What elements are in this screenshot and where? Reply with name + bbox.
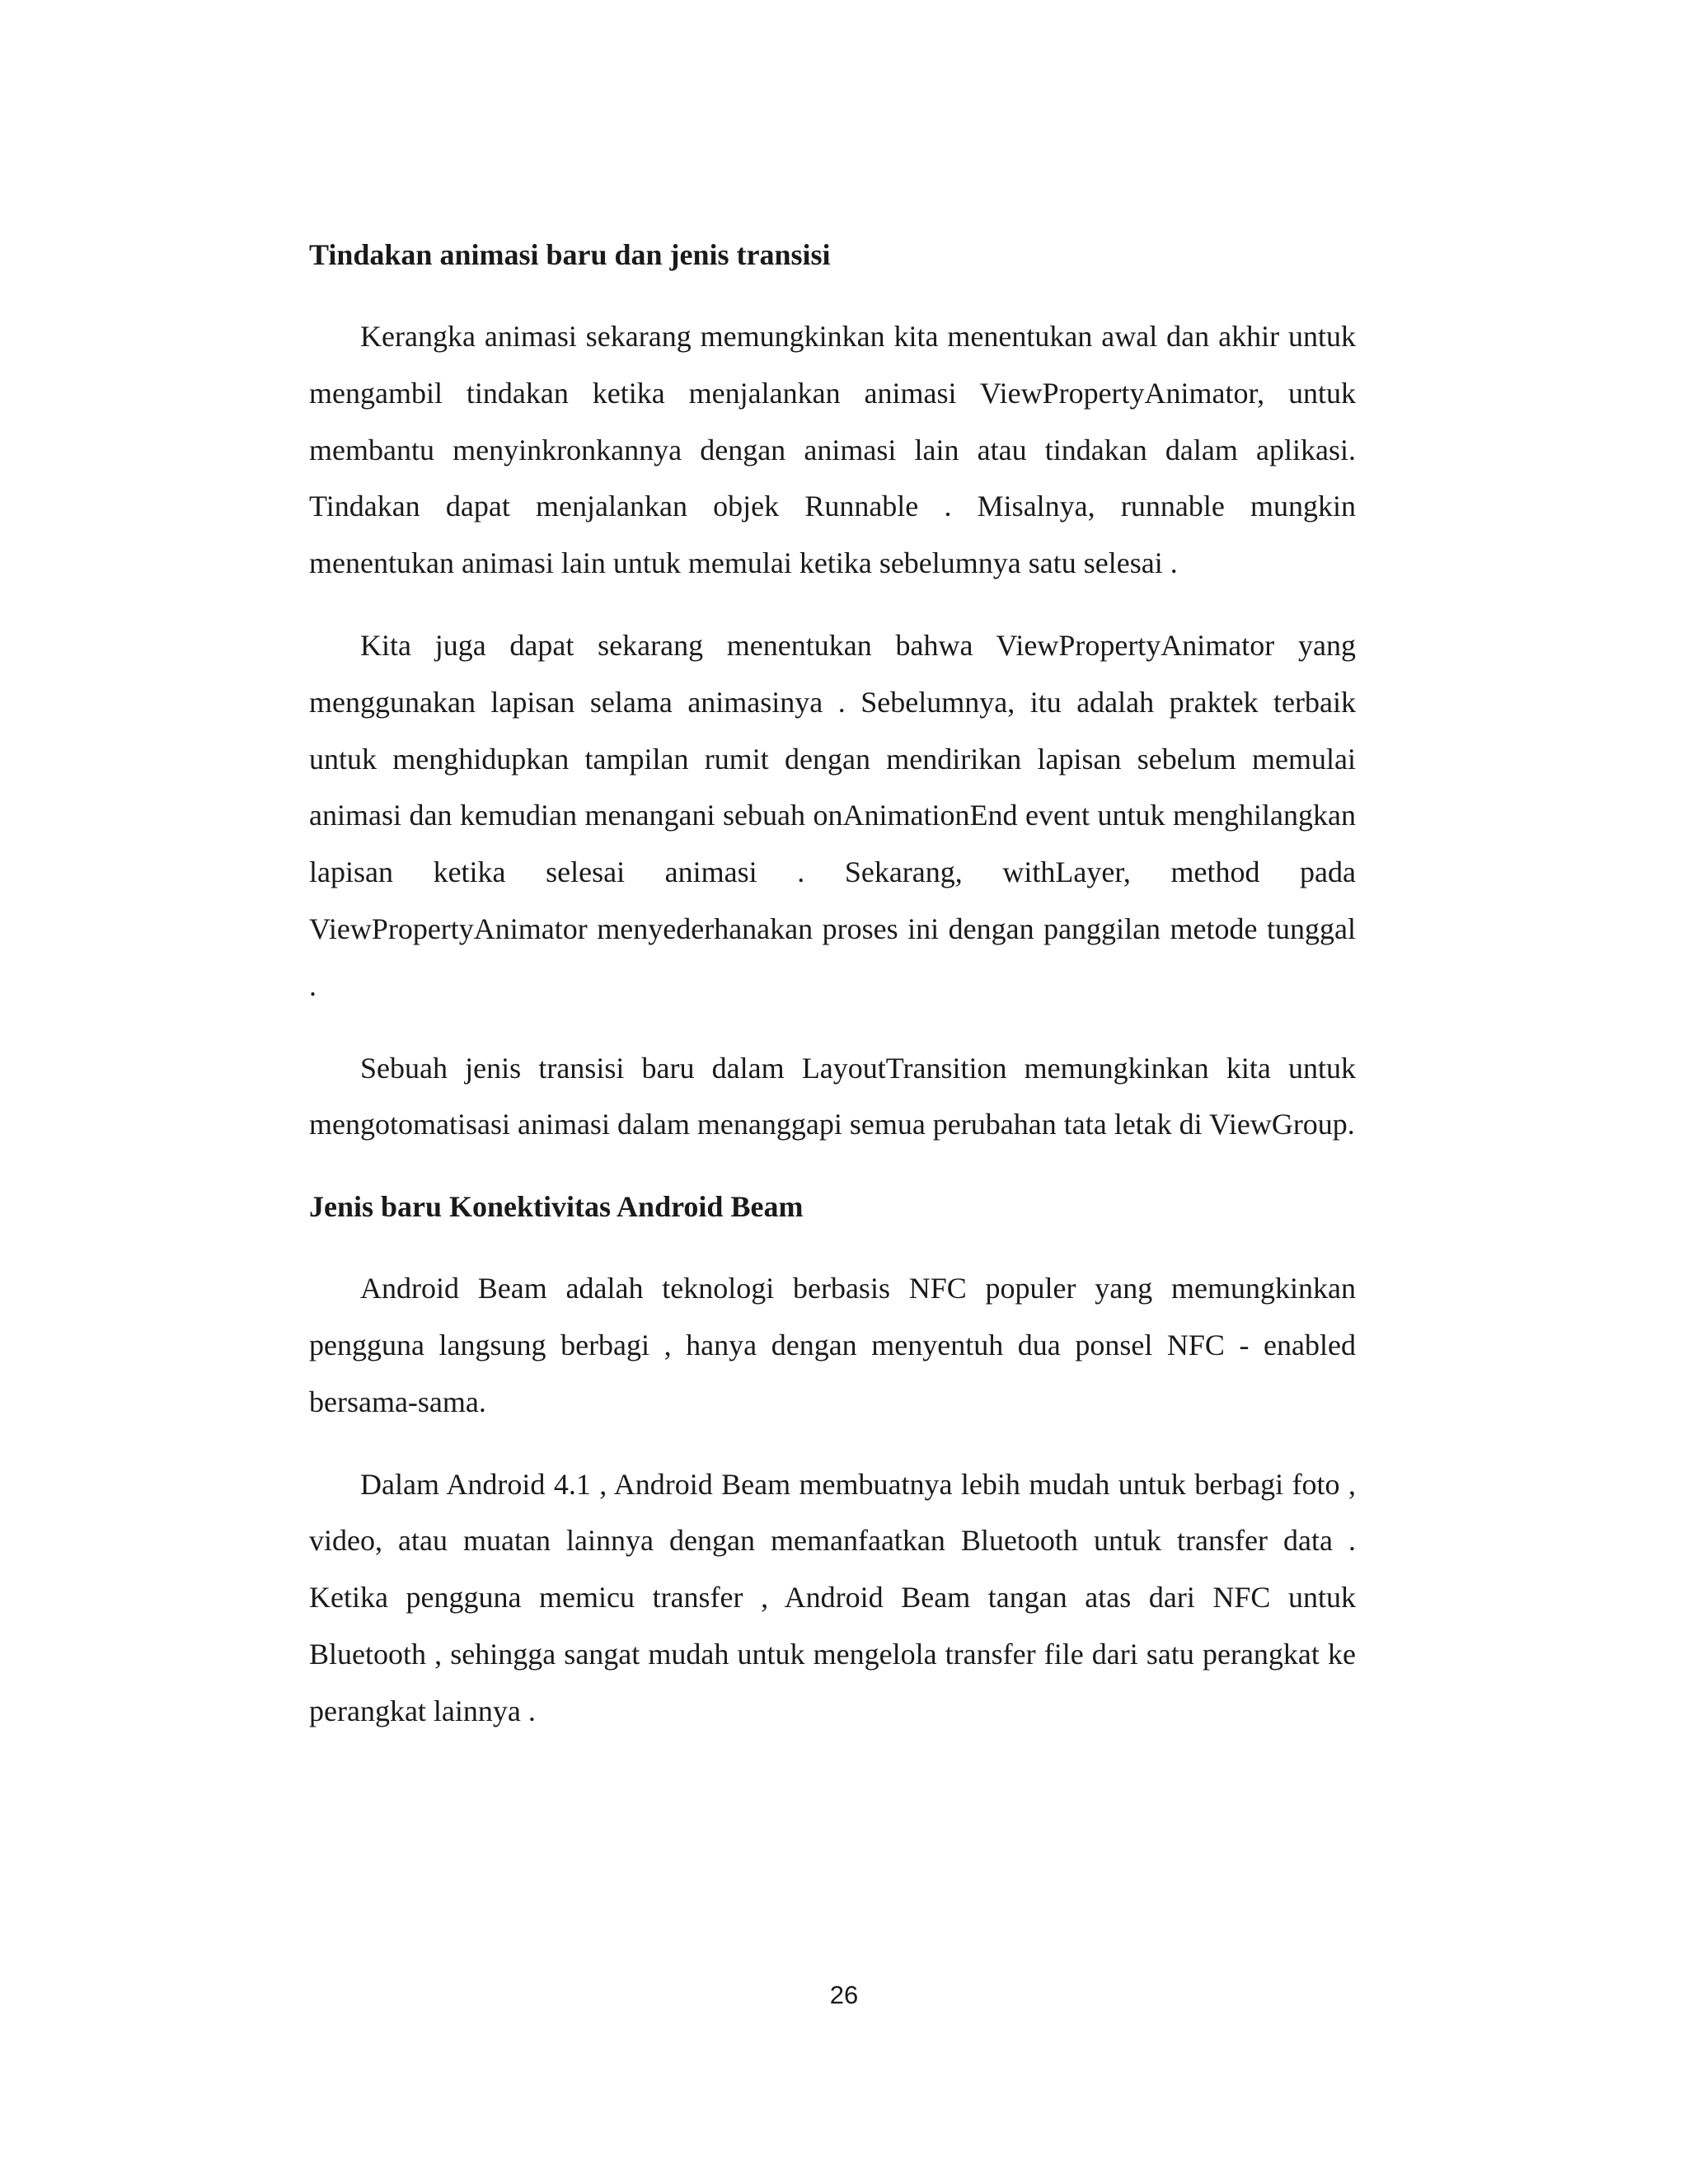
paragraph-animation-actions: Kerangka animasi sekarang memungkinkan kita menentukan awal dan akhir untuk mengambil tindakan ketika menjalankan animasi ViewPropertyAnimator, untuk membantu menyinkronkannya dengan animasi lain atau tindakan dalam aplikasi. Tindakan dapat menjalankan objek Runnable . Misalnya, runnable mungkin menentukan animasi lain untuk memulai ketika sebelumnya satu selesai .	[309, 320, 1356, 580]
paragraph-android-beam-bluetooth: Dalam Android 4.1 , Android Beam membuatnya lebih mudah untuk berbagi foto , video, atau muatan lainnya dengan memanfaatkan Bluetooth untuk transfer data . Ketika pengguna memicu transfer , Android Beam tangan atas dari NFC untuk Bluetooth , sehingga sangat mudah untuk mengelola transfer file dari satu perangkat ke perangkat lainnya .	[309, 1467, 1356, 1727]
paragraph-animation-layers: Kita juga dapat sekarang menentukan bahwa ViewPropertyAnimator yang menggunakan lapisan selama animasinya . Sebelumnya, itu adalah praktek terbaik untuk menghidupkan tampilan rumit dengan mendirikan lapisan sebelum memulai animasi dan kemudian menangani sebuah onAnimationEnd event untuk menghilangkan lapisan ketika selesai animasi . Sekarang, withLayer, method pada ViewPropertyAnimator menyederhanakan proses ini dengan panggilan metode tunggal .	[309, 628, 1356, 1002]
page-content	[309, 227, 1356, 1765]
paragraph-android-beam-intro: Android Beam adalah teknologi berbasis NFC populer yang memungkinkan pengguna langsung berbagi , hanya dengan menyentuh dua ponsel NFC - enabled bersama-sama.	[309, 1272, 1356, 1418]
paragraph-layout-transition: Sebuah jenis transisi baru dalam LayoutTransition memungkinkan kita untuk mengotomatisasi animasi dalam menanggapi semua perubahan tata letak di ViewGroup.	[309, 1051, 1356, 1141]
page-number: 26	[829, 1980, 859, 2009]
section-heading-animation: Tindakan animasi baru dan jenis transisi	[309, 238, 831, 271]
section-heading-android-beam: Jenis baru Konektivitas Android Beam	[309, 1190, 804, 1224]
